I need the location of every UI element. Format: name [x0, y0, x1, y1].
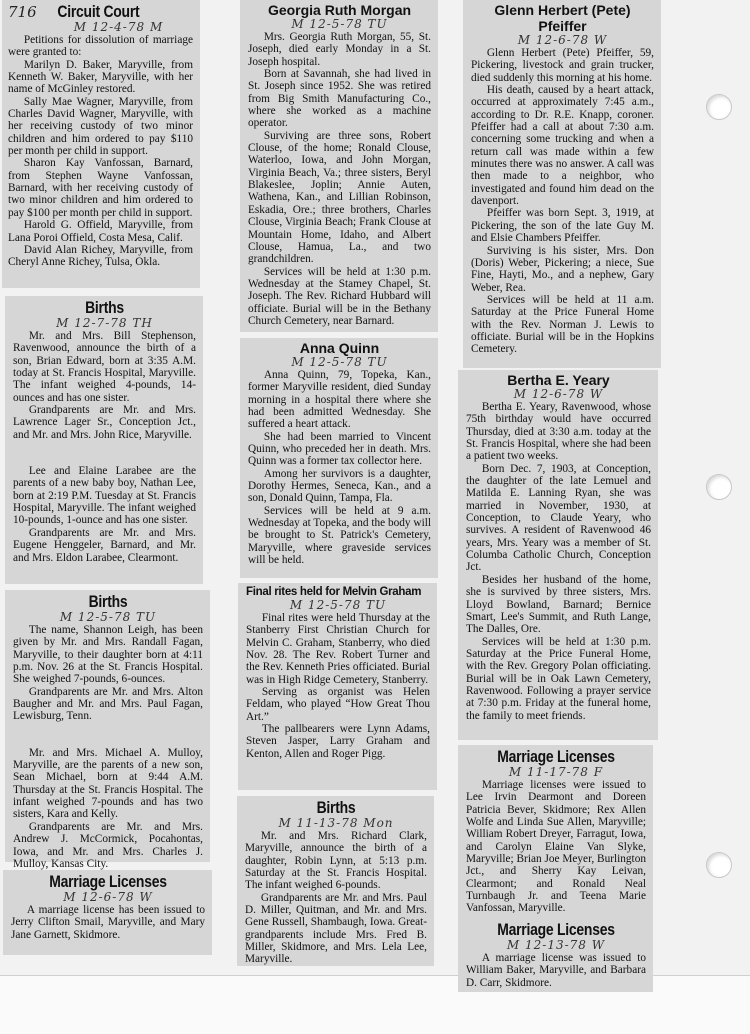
handwritten-date-note: M 12-6-78 W [63, 890, 153, 904]
clipping-headline: Births [85, 298, 124, 317]
clipping-morgan [240, 0, 438, 332]
clipping-paragraph: Petitions for dissolution of marriage were granted to: [8, 34, 193, 59]
clipping-marriage-2 [458, 745, 653, 918]
clipping-paragraph: Pfeiffer was born Sept. 3, 1919, at Pickering, the son of the late Guy M. and Elsie Chambers Pfeiffer. [471, 207, 654, 245]
clipping-paragraph: Lee and Elaine Larabee are the parents of a new baby boy, Nathan Lee, born at 2:19 P.M. Tuesday at St. Francis Hospital, Maryville. The infant weighed 10-pounds, 1-ounce and has one sister. [13, 465, 196, 527]
clipping-paragraph: His death, caused by a heart attack, occurred at approximately 7:45 a.m., according to Dr. R.E. Knapp, coroner. Pfeiffer had a call at about 7:30 a.m. concerning some trucking and when a return call was made within a few minutes there was no answer. A call was then made to a neighbor, who investigated and found him dead on the davenport. [471, 84, 654, 208]
handwritten-date-note: M 12-5-78 TU [59, 610, 157, 624]
clipping-paragraph: Marilyn D. Baker, Maryville, from Kenneth W. Baker, Maryville, with her name of McGinley restored. [8, 58, 193, 96]
clipping-paragraph: Harold G. Offield, Maryville, from Lana Poroi Offield, Costa Mesa, Calif. [8, 219, 193, 244]
handwritten-date-note: M 11-17-78 F [508, 765, 604, 779]
clipping-headline: Births [88, 592, 128, 611]
handwritten-date-note: M 12-5-78 TU [289, 598, 387, 612]
clipping-births-2 [5, 590, 210, 870]
clipping-births-3 [237, 796, 434, 966]
handwritten-date-note: M 12-7-78 TH [56, 316, 153, 330]
clipping-body [8, 34, 193, 269]
clipping-body [245, 830, 427, 966]
clipping-body [246, 612, 430, 760]
clipping-body [248, 369, 431, 567]
clipping-paragraph: Services will be held at 1:30 p.m. Saturday at the Price Funeral Home, with the Rev. Gregory Polan officiating. Burial will be in Oak Lawn Cemetery, Ravenwood. Following a prayer service at 7:30 p.m. Friday at the funeral home, the family to meet friends. [466, 635, 651, 722]
clipping-headline: Bertha E. Yeary [507, 372, 610, 388]
clipping-paragraph: Surviving is his sister, Mrs. Don (Doris) Weber, Pickering; a niece, Sue Fine, Hayti, Mo., and a nephew, Gary Weber, Rea. [471, 244, 654, 294]
handwritten-date-note: M 12-5-78 TU [291, 355, 388, 369]
clipping-paragraph: David Alan Richey, Maryville, from Cheryl Anne Richey, Tulsa, Okla. [8, 243, 193, 269]
clipping-paragraph: Grandparents are Mr. and Mrs. Alton Baugher and Mr. and Mrs. Paul Fagan, Lewisburg, Tenn. [13, 685, 203, 723]
clipping-paragraph: Anna Quinn, 79, Topeka, Kan., former Maryville resident, died Sunday morning in a hospital there where she had been admitted Wednesday. She suffered a heart attack. [248, 369, 431, 431]
clipping-paragraph: She had been married to Vincent Quinn, who preceded her in death. Mrs. Quinn was a former tax collector here. [248, 430, 431, 468]
clipping-circuit-court [2, 0, 200, 288]
clipping-paragraph: Sally Mae Wagner, Maryville, from Charles David Wagner, Maryville, with her receiving custody of two minor children and him ordered to pay $110 per month per child in support. [8, 95, 193, 158]
clipping-body [466, 779, 646, 915]
handwritten-date-note: M 12-5-78 TU [291, 17, 388, 31]
clipping-paragraph: Bertha E. Yeary, Ravenwood, whose 75th birthday would have occurred Thursday, died at 3:30 a.m. today at the St. Francis Hospital, where she had been a patient two weeks. [466, 401, 651, 463]
clipping-paragraph: Mrs. Georgia Ruth Morgan, 55, St. Joseph, died early Monday in a St. Joseph hospital. [248, 31, 431, 68]
clipping-headline: Births [316, 798, 356, 817]
clipping-body [248, 31, 431, 327]
clipping-headline: Marriage Licenses [497, 920, 615, 939]
clipping-paragraph: Marriage licenses were issued to Lee Irvin Dearmont and Doreen Patricia Bever, Skidmore; Rex Allen Wolfe and Linda Sue Allen, Maryville; William Robert Dreyer, Farragut, Iowa, and Carolyn Elaine Van Slyke, Maryville; Brian Joe Meyer, Burlington Jct., and Sherry Kay Leivan, Clearmont; and Ronald Neal Turnbaugh Jr. and Teena Marie Vanfossan, Maryville. [466, 779, 646, 915]
paragraph-spacer [13, 441, 196, 465]
clipping-paragraph: Mr. and Mrs. Bill Stephenson, Ravenwood, announce the birth of a son, Brian Edward, born at 3:35 A.M. today at St. Francis Hospital, Maryville. The infant weighed 4-pounds, 14-ounces and has one sister. [13, 330, 196, 404]
clipping-marriage-1 [3, 870, 212, 955]
clipping-body [11, 904, 205, 941]
clipping-births-1 [5, 296, 203, 584]
clipping-paragraph: Grandparents are Mr. and Mrs. Paul D. Miller, Quitman, and Mr. and Mrs. Gene Russell, Shambaugh, Iowa. Great-grandparents include Mrs. Fred B. Miller, Skidmore, and Mrs. Lela Lee, Maryville. [245, 891, 427, 966]
clipping-headline: Anna Quinn [299, 340, 380, 356]
clipping-yeary [458, 370, 658, 740]
clipping-paragraph: Besides her husband of the home, she is survived by three sisters, Mrs. Lloyd Bowland, Barnard; Bernice Smart, Lee's Summit, and Ruth Lange, The Dalles, Ore. [466, 573, 651, 636]
clipping-paragraph: Born Dec. 7, 1903, at Conception, the daughter of the late Lemuel and Matilda E. Lanning Ryan, she was married in November, 1930, at Conception, to Claude Yeary, who survives. A resident of Ravenwood 46 years, Mrs. Yeary was a member of St. Columba Catholic Church, Conception Jct. [466, 462, 651, 574]
clipping-paragraph: Mr. and Mrs. Michael A. Mulloy, Maryville, are the parents of a new son, Sean Michael, born at 9:44 A.M. Thursday at the St. Francis Hospital. The infant weighed 7-pounds and has two sisters, Kara and Kelly. [13, 746, 203, 821]
paragraph-spacer [13, 723, 203, 747]
clipping-body [13, 330, 196, 564]
handwritten-date-note: M 12-6-78 W [517, 33, 608, 47]
handwritten-date-note: M 12-13-78 W [506, 938, 606, 952]
clipping-paragraph: Services will be held at 11 a.m. Saturday at the Price Funeral Home with the Rev. Norman J. Lewis to officiate. Burial will be in the Hopkins Cemetery. [471, 293, 654, 356]
clipping-paragraph: Glenn Herbert (Pete) Pfeiffer, 59, Pickering, livestock and grain trucker, died suddenly this morning at his home. [471, 47, 654, 84]
clipping-pfeiffer [463, 0, 661, 368]
clipping-paragraph: Serving as organist was Helen Feldam, who played “How Great Thou Art.” [246, 686, 430, 723]
clipping-paragraph: Among her survivors is a daughter, Dorothy Hermes, Seneca, Kan., and a son, Donald Quinn, Tampa, Fla. [248, 467, 431, 505]
binder-hole [706, 474, 732, 500]
clipping-paragraph: Services will be held at 1:30 p.m. Wednesday at the Stamey Chapel, St. Joseph. The Rev. Richard Hubbard will officiate. Burial will be in the Bethany Church Cemetery, near Barnard. [248, 265, 431, 327]
clipping-graham [238, 583, 437, 790]
clipping-paragraph: The pallbearers were Lynn Adams, Steven Jasper, Larry Graham and Kenton, Allen and Roger Pigg. [246, 723, 430, 760]
clipping-paragraph: Services will be held at 9 a.m. Wednesday at Topeka, and the body will be brought to St. Patrick's Cemetery, Maryville, where graveside services will be held. [248, 504, 431, 567]
clipping-marriage-3 [458, 918, 653, 992]
clipping-headline: Final rites held for Melvin Graham [246, 586, 422, 598]
clipping-body [466, 401, 651, 722]
handwritten-date-note: M 11-13-78 Mon [278, 816, 394, 830]
clipping-paragraph: Final rites were held Thursday at the Stanberry First Christian Church for Melvin C. Graham, Stanberry, who died Nov. 28. The Rev. Robert Turner and the Rev. Kenneth Pries officiated. Burial was in High Ridge Cemetery, Stanberry. [246, 612, 430, 686]
clipping-paragraph: The name, Shannon Leigh, has been given by Mr. and Mrs. Randall Fagan, Maryville, to their daughter born at 4:11 p.m. Nov. 26 at the St. Francis Hospital. She weighed 7-pounds, 6-ounces. [13, 624, 203, 686]
clipping-headline: Marriage Licenses [49, 872, 167, 891]
clipping-paragraph: Grandparents are Mr. and Mrs. Andrew J. McCormick, Pocahontas, Iowa, and Mr. and Mrs. Charles J. Mulloy, Kansas City. [13, 820, 203, 870]
clipping-paragraph: Grandparents are Mr. and Mrs. Lawrence Lager Sr., Conception Jct., and Mr. and Mrs. John Rice, Maryville. [13, 404, 196, 441]
binder-hole [706, 852, 732, 878]
clipping-headline: Circuit Court [57, 2, 140, 21]
clipping-body [466, 952, 646, 989]
clipping-headline: Georgia Ruth Morgan [267, 2, 412, 18]
clipping-headline: Marriage Licenses [497, 747, 615, 766]
clipping-paragraph: Born at Savannah, she had lived in St. Joseph since 1952. She was retired from Big Smith Manufacturing Co., where she worked as a machine operator. [248, 68, 431, 130]
clipping-headline: Glenn Herbert (Pete) Pfeiffer [494, 2, 631, 34]
binder-hole [706, 94, 732, 120]
clipping-paragraph: Sharon Kay Vanfossan, Barnard, from Stephen Wayne Vanfossan, Barnard, with her receiving custody of two minor children and him ordered to pay $100 per month per child in support. [8, 157, 193, 219]
handwritten-date-note: M 12-6-78 W [513, 387, 604, 401]
handwritten-page-number: 716 [8, 3, 37, 21]
clipping-paragraph: A marriage license has been issued to Jerry Clifton Smail, Maryville, and Mary Jane Garnett, Skidmore. [11, 904, 205, 941]
handwritten-date-note: M 12-4-78 M [73, 20, 164, 34]
clipping-paragraph: Surviving are three sons, Robert Clouse, of the home; Ronald Clouse, Waterloo, Iowa, and John Morgan, Virginia Beach, Va.; three sisters, Beryl Blakeslee, Joplin; Annie Auten, Wathena, Kan., and Lillian Robinson, Eskadia, Ore.; three brothers, Charles Clouse, Virginia Beach; Frank Clouse at Mountain Home, Idaho, and Albert Clouse, Hamua, La., and two grandchildren. [248, 129, 431, 266]
clipping-paragraph: Grandparents are Mr. and Mrs. Eugene Henggeler, Barnard, and Mr. and Mrs. Eldon Larabee, Clearmont. [13, 526, 196, 564]
clipping-body [471, 47, 654, 356]
clipping-paragraph: Mr. and Mrs. Richard Clark, Maryville, announce the birth of a daughter, Robin Lynn, at 5:13 p.m. Saturday at the St. Francis Hospital. The infant weighed 6-pounds. [245, 830, 427, 892]
clipping-paragraph: A marriage license was issued to William Baker, Maryville, and Barbara D. Carr, Skidmore. [466, 952, 646, 989]
clipping-body [13, 624, 203, 870]
clipping-quinn [240, 338, 438, 578]
